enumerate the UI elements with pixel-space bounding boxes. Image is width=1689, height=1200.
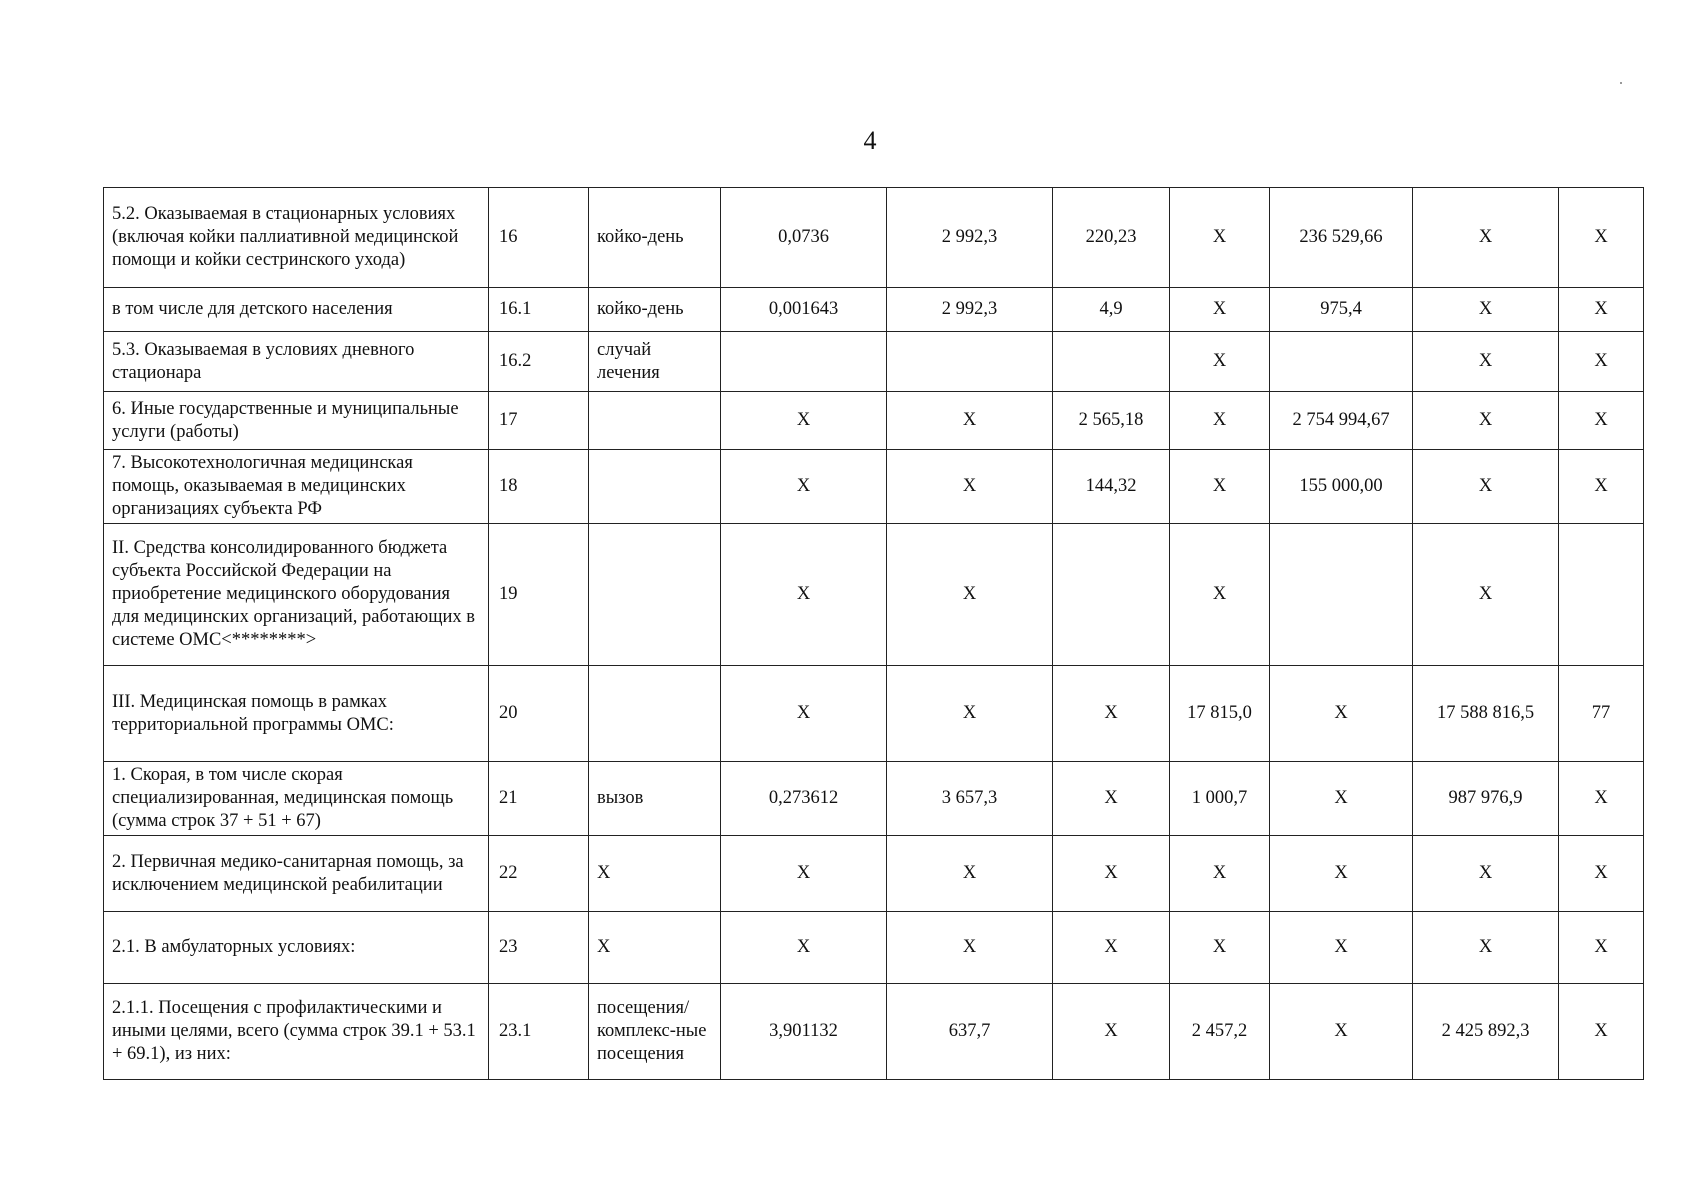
row-number-cell: 23.1 (489, 984, 589, 1080)
row-number-cell: 16.2 (489, 332, 589, 392)
row-number-cell: 22 (489, 836, 589, 912)
unit-cell: койко-день (589, 188, 721, 288)
table-row (104, 762, 1644, 836)
value-cell-4: Х (1170, 450, 1270, 524)
value-cell-2: Х (887, 836, 1053, 912)
value-cell-5: 155 000,00 (1270, 450, 1413, 524)
table-row (104, 984, 1644, 1080)
value-cell-4: Х (1170, 912, 1270, 984)
row-name-cell: 6. Иные государственные и муниципальные услуги (работы) (104, 392, 489, 450)
value-cell-2: 2 992,3 (887, 188, 1053, 288)
value-cell-2: Х (887, 450, 1053, 524)
value-cell-6: 987 976,9 (1413, 762, 1559, 836)
row-name-cell: 7. Высокотехнологичная медицинская помощь, оказываемая в медицинских организациях субъекта РФ (104, 450, 489, 524)
unit-cell (589, 450, 721, 524)
row-number-cell: 16.1 (489, 288, 589, 332)
row-name-cell: 5.3. Оказываемая в условиях дневного стационара (104, 332, 489, 392)
value-cell-4: Х (1170, 288, 1270, 332)
row-name-cell: II. Средства консолидированного бюджета субъекта Российской Федерации на приобретение медицинского оборудования для медицинских организаций, работающих в системе ОМС<********> (104, 524, 489, 666)
value-cell-3: Х (1053, 762, 1170, 836)
row-name-cell: III. Медицинская помощь в рамках территориальной программы ОМС: (104, 666, 489, 762)
value-cell-6: Х (1413, 524, 1559, 666)
row-number-cell: 16 (489, 188, 589, 288)
value-cell-6: Х (1413, 392, 1559, 450)
value-cell-5: 236 529,66 (1270, 188, 1413, 288)
value-cell-1 (721, 332, 887, 392)
unit-cell (589, 392, 721, 450)
value-cell-4: Х (1170, 188, 1270, 288)
value-cell-3 (1053, 332, 1170, 392)
row-number-cell: 17 (489, 392, 589, 450)
row-number-cell: 20 (489, 666, 589, 762)
value-cell-1: Х (721, 524, 887, 666)
row-number-cell: 21 (489, 762, 589, 836)
unit-cell: Х (589, 836, 721, 912)
value-cell-5: Х (1270, 666, 1413, 762)
value-cell-6: Х (1413, 288, 1559, 332)
value-cell-6: 17 588 816,5 (1413, 666, 1559, 762)
value-cell-3: 220,23 (1053, 188, 1170, 288)
row-number-cell: 19 (489, 524, 589, 666)
value-cell-1: Х (721, 392, 887, 450)
value-cell-5 (1270, 332, 1413, 392)
page-number: 4 (863, 126, 877, 155)
row-name-cell: 2. Первичная медико-санитарная помощь, за исключением медицинской реабилитации (104, 836, 489, 912)
value-cell-4: 2 457,2 (1170, 984, 1270, 1080)
value-cell-5 (1270, 524, 1413, 666)
value-cell-2: 637,7 (887, 984, 1053, 1080)
value-cell-2: Х (887, 912, 1053, 984)
value-cell-5: Х (1270, 762, 1413, 836)
value-cell-7: Х (1559, 332, 1644, 392)
row-name-cell: 2.1.1. Посещения с профилактическими и иными целями, всего (сумма строк 39.1 + 53.1 + 69.1), из них: (104, 984, 489, 1080)
value-cell-4: Х (1170, 836, 1270, 912)
value-cell-1: 0,273612 (721, 762, 887, 836)
value-cell-7: Х (1559, 912, 1644, 984)
scan-speck (1620, 82, 1622, 84)
value-cell-7: Х (1559, 288, 1644, 332)
table-row (104, 188, 1644, 288)
value-cell-1: Х (721, 836, 887, 912)
value-cell-7: Х (1559, 392, 1644, 450)
value-cell-7: Х (1559, 188, 1644, 288)
value-cell-2: 3 657,3 (887, 762, 1053, 836)
value-cell-5: Х (1270, 912, 1413, 984)
table-row (104, 450, 1644, 524)
unit-cell (589, 524, 721, 666)
value-cell-5: 975,4 (1270, 288, 1413, 332)
value-cell-6: Х (1413, 912, 1559, 984)
value-cell-5: Х (1270, 836, 1413, 912)
value-cell-1: Х (721, 912, 887, 984)
value-cell-2: Х (887, 524, 1053, 666)
value-cell-4: 17 815,0 (1170, 666, 1270, 762)
budget-table (103, 187, 1644, 1080)
value-cell-1: 0,001643 (721, 288, 887, 332)
value-cell-4: Х (1170, 392, 1270, 450)
value-cell-7: Х (1559, 836, 1644, 912)
value-cell-7: Х (1559, 450, 1644, 524)
value-cell-3: 144,32 (1053, 450, 1170, 524)
value-cell-6: Х (1413, 188, 1559, 288)
value-cell-1: Х (721, 450, 887, 524)
value-cell-1: 0,0736 (721, 188, 887, 288)
table-row (104, 524, 1644, 666)
value-cell-3: Х (1053, 912, 1170, 984)
value-cell-7 (1559, 524, 1644, 666)
row-name-cell: 2.1. В амбулаторных условиях: (104, 912, 489, 984)
value-cell-3: Х (1053, 984, 1170, 1080)
row-number-cell: 23 (489, 912, 589, 984)
unit-cell: койко-день (589, 288, 721, 332)
value-cell-4: Х (1170, 524, 1270, 666)
value-cell-4: Х (1170, 332, 1270, 392)
value-cell-1: 3,901132 (721, 984, 887, 1080)
unit-cell: посещения/ комплекс-ные посещения (589, 984, 721, 1080)
value-cell-3: 4,9 (1053, 288, 1170, 332)
value-cell-5: Х (1270, 984, 1413, 1080)
table-row (104, 392, 1644, 450)
value-cell-6: Х (1413, 836, 1559, 912)
value-cell-4: 1 000,7 (1170, 762, 1270, 836)
table-row (104, 836, 1644, 912)
value-cell-6: Х (1413, 332, 1559, 392)
value-cell-2: Х (887, 666, 1053, 762)
row-name-cell: 1. Скорая, в том числе скорая специализированная, медицинская помощь (сумма строк 37 + 51 + 67) (104, 762, 489, 836)
value-cell-7: Х (1559, 984, 1644, 1080)
value-cell-3 (1053, 524, 1170, 666)
unit-cell: вызов (589, 762, 721, 836)
table-row (104, 288, 1644, 332)
table-row (104, 332, 1644, 392)
value-cell-3: Х (1053, 836, 1170, 912)
value-cell-7: 77 (1559, 666, 1644, 762)
value-cell-7: Х (1559, 762, 1644, 836)
value-cell-2: 2 992,3 (887, 288, 1053, 332)
value-cell-1: Х (721, 666, 887, 762)
value-cell-2: Х (887, 392, 1053, 450)
value-cell-3: 2 565,18 (1053, 392, 1170, 450)
value-cell-2 (887, 332, 1053, 392)
value-cell-3: Х (1053, 666, 1170, 762)
unit-cell: случай лечения (589, 332, 721, 392)
value-cell-6: 2 425 892,3 (1413, 984, 1559, 1080)
table-row (104, 912, 1644, 984)
unit-cell: Х (589, 912, 721, 984)
value-cell-6: Х (1413, 450, 1559, 524)
row-name-cell: 5.2. Оказываемая в стационарных условиях (включая койки паллиативной медицинской помощи и койки сестринского ухода) (104, 188, 489, 288)
unit-cell (589, 666, 721, 762)
row-number-cell: 18 (489, 450, 589, 524)
value-cell-5: 2 754 994,67 (1270, 392, 1413, 450)
table-row (104, 666, 1644, 762)
row-name-cell: в том числе для детского населения (104, 288, 489, 332)
